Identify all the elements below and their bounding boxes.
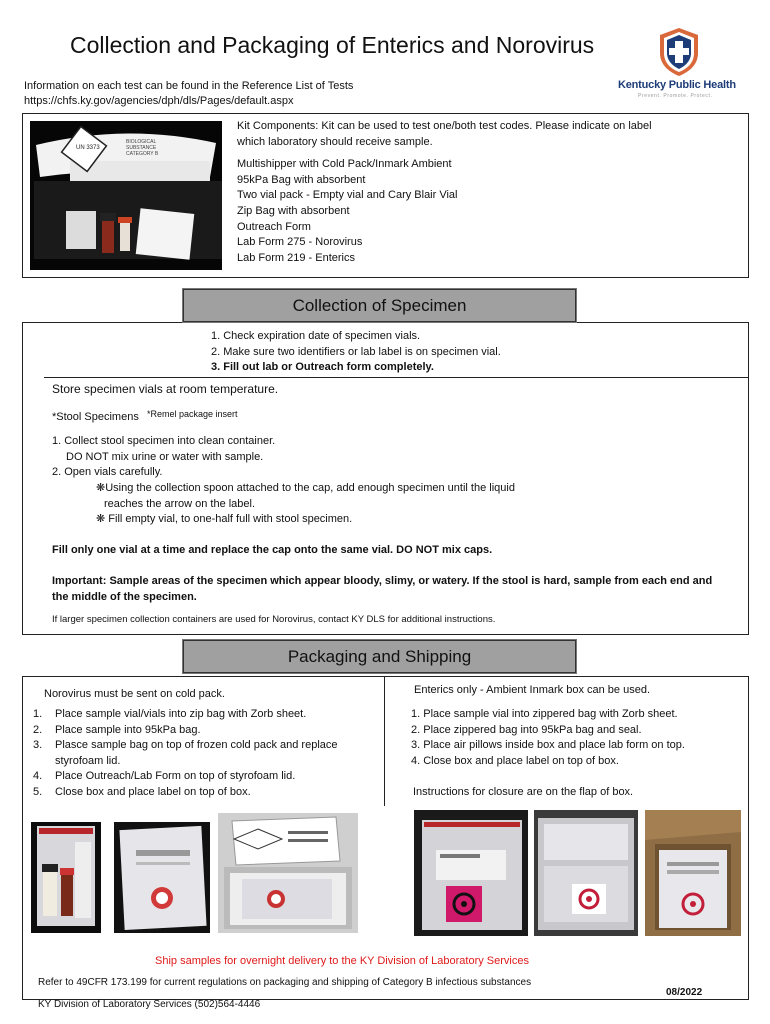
- kit-item: 95kPa Bag with absorbent: [237, 173, 366, 186]
- list-item: 1. Place sample vial into zippered bag with Zorb sheet.: [411, 708, 678, 720]
- collection-heading: Collection of Specimen: [183, 289, 576, 322]
- larger-container-note: If larger specimen collection containers are used for Norovirus, contact KY DLS for additional instructions.: [52, 614, 496, 625]
- enterics-heading: Enterics only - Ambient Inmark box can be used.: [414, 684, 651, 696]
- list-item: 5. Close box and place label on top of box.: [33, 785, 251, 798]
- enterics-steps: [411, 707, 685, 769]
- kit-item: Zip Bag with absorbent: [237, 204, 350, 217]
- list-item: 1. Check expiration date of specimen vials.: [211, 330, 421, 342]
- page-title: Collection and Packaging of Enterics and Norovirus: [70, 32, 595, 58]
- important-line1: Important: Sample areas of the specimen which appear bloody, slimy, or watery. If the stool is hard, sample from each end and: [52, 575, 713, 587]
- list-item: 3. Plasce sample bag on top of frozen cold pack and replace: [33, 739, 338, 751]
- regulation-note: Refer to 49CFR 173.199 for current regulations on packaging and shipping of Category B infectious substances: [38, 977, 532, 988]
- kit-components-line2: which laboratory should receive sample.: [237, 135, 433, 148]
- remel-note: *Remel package insert: [147, 409, 238, 419]
- photo-zippered-bag: [414, 810, 528, 936]
- list-item: 4. Place Outreach/Lab Form on top of styrofoam lid.: [33, 770, 296, 782]
- bio-label-line2: SUBSTANCE: [126, 145, 157, 151]
- flower-bullet-icon: ❋: [96, 482, 106, 494]
- kit-item: Two vial pack - Empty vial and Cary Blair Vial: [237, 189, 458, 202]
- kentucky-shield-icon: [658, 27, 700, 77]
- list-item: 4. Close box and place label on top of box.: [411, 754, 619, 767]
- reference-info-text: Information on each test can be found in the Reference List of Tests: [24, 80, 354, 92]
- collection-step2: 2. Open vials carefully.: [52, 466, 163, 478]
- kit-components-line1: Kit Components: Kit can be used to test one/both test codes. Please indicate on label: [237, 120, 652, 132]
- bullet-item: [96, 512, 352, 528]
- bullet2: Fill empty vial, to one-half full with stool specimen.: [105, 513, 353, 525]
- important-line2: the middle of the specimen.: [52, 591, 197, 603]
- store-note: Store specimen vials at room temperature.: [52, 382, 279, 396]
- photo-95kpa-bag: [114, 822, 210, 933]
- collection-step1: 1. Collect stool specimen into clean container.: [52, 435, 276, 447]
- bullet1-line1: Using the collection spoon attached to the cap, add enough specimen until the liquid: [105, 482, 515, 494]
- fill-note: Fill only one vial at a time and replace the cap onto the same vial. DO NOT mix caps.: [52, 544, 493, 556]
- packaging-heading: Packaging and Shipping: [183, 640, 576, 673]
- list-item: 1. Place sample vial/vials into zip bag with Zorb sheet.: [33, 708, 307, 720]
- list-item: 2. Make sure two identifiers or lab label is on specimen vial.: [211, 345, 501, 358]
- flower-bullet-icon: ❋: [96, 513, 106, 525]
- stool-heading: *Stool Specimens: [52, 411, 139, 423]
- reference-info: [24, 79, 353, 109]
- logo-text: Kentucky Public Health: [618, 79, 736, 91]
- photo-cold-pack-box: [218, 813, 358, 933]
- collection-step1-sub: DO NOT mix urine or water with sample.: [66, 451, 264, 463]
- norovirus-heading: Norovirus must be sent on cold pack.: [44, 688, 225, 700]
- list-item: 2. Place sample into 95kPa bag.: [33, 723, 201, 736]
- bullet-item: [96, 481, 515, 497]
- bio-label-line3: CATEGORY B: [126, 151, 159, 157]
- un-label: UN 3373: [76, 145, 100, 151]
- divider: [44, 377, 749, 378]
- list-item: 3. Fill out lab or Outreach form completely.: [211, 361, 434, 373]
- bullet1-line2: reaches the arrow on the label.: [104, 498, 256, 510]
- norovirus-steps: [33, 707, 338, 800]
- kit-item: Multishipper with Cold Pack/Inmark Ambient: [237, 158, 452, 171]
- logo-tagline: Prevent. Promote. Protect.: [638, 93, 713, 99]
- photo-zip-bag: [31, 822, 101, 933]
- kit-components-text: [237, 119, 742, 266]
- kit-item: Lab Form 219 - Enterics: [237, 251, 355, 264]
- contact-info: KY Division of Laboratory Services (502)564-4446: [38, 999, 261, 1010]
- collection-steps: [211, 329, 501, 376]
- list-item: 3. Place air pillows inside box and place lab form on top.: [411, 739, 685, 751]
- closure-note: Instructions for closure are on the flap of box.: [413, 786, 634, 798]
- list-item: 2. Place zippered bag into 95kPa bag and seal.: [411, 723, 642, 736]
- photo-inmark-box: [645, 810, 741, 936]
- kit-item: Lab Form 275 - Norovirus: [237, 236, 363, 249]
- ship-note: Ship samples for overnight delivery to the KY Division of Laboratory Services: [155, 955, 529, 967]
- photo-air-pillows: [534, 810, 638, 936]
- revision-date: 08/2022: [666, 987, 703, 998]
- reference-url[interactable]: https://chfs.ky.gov/agencies/dph/dls/Pages/default.aspx: [24, 95, 294, 107]
- bio-label-line1: BIOLOGICAL: [126, 139, 157, 145]
- column-divider: [384, 676, 385, 806]
- kit-item: Outreach Form: [237, 220, 311, 233]
- list-item: styrofoam lid.: [55, 754, 121, 767]
- kit-photo: [30, 121, 222, 270]
